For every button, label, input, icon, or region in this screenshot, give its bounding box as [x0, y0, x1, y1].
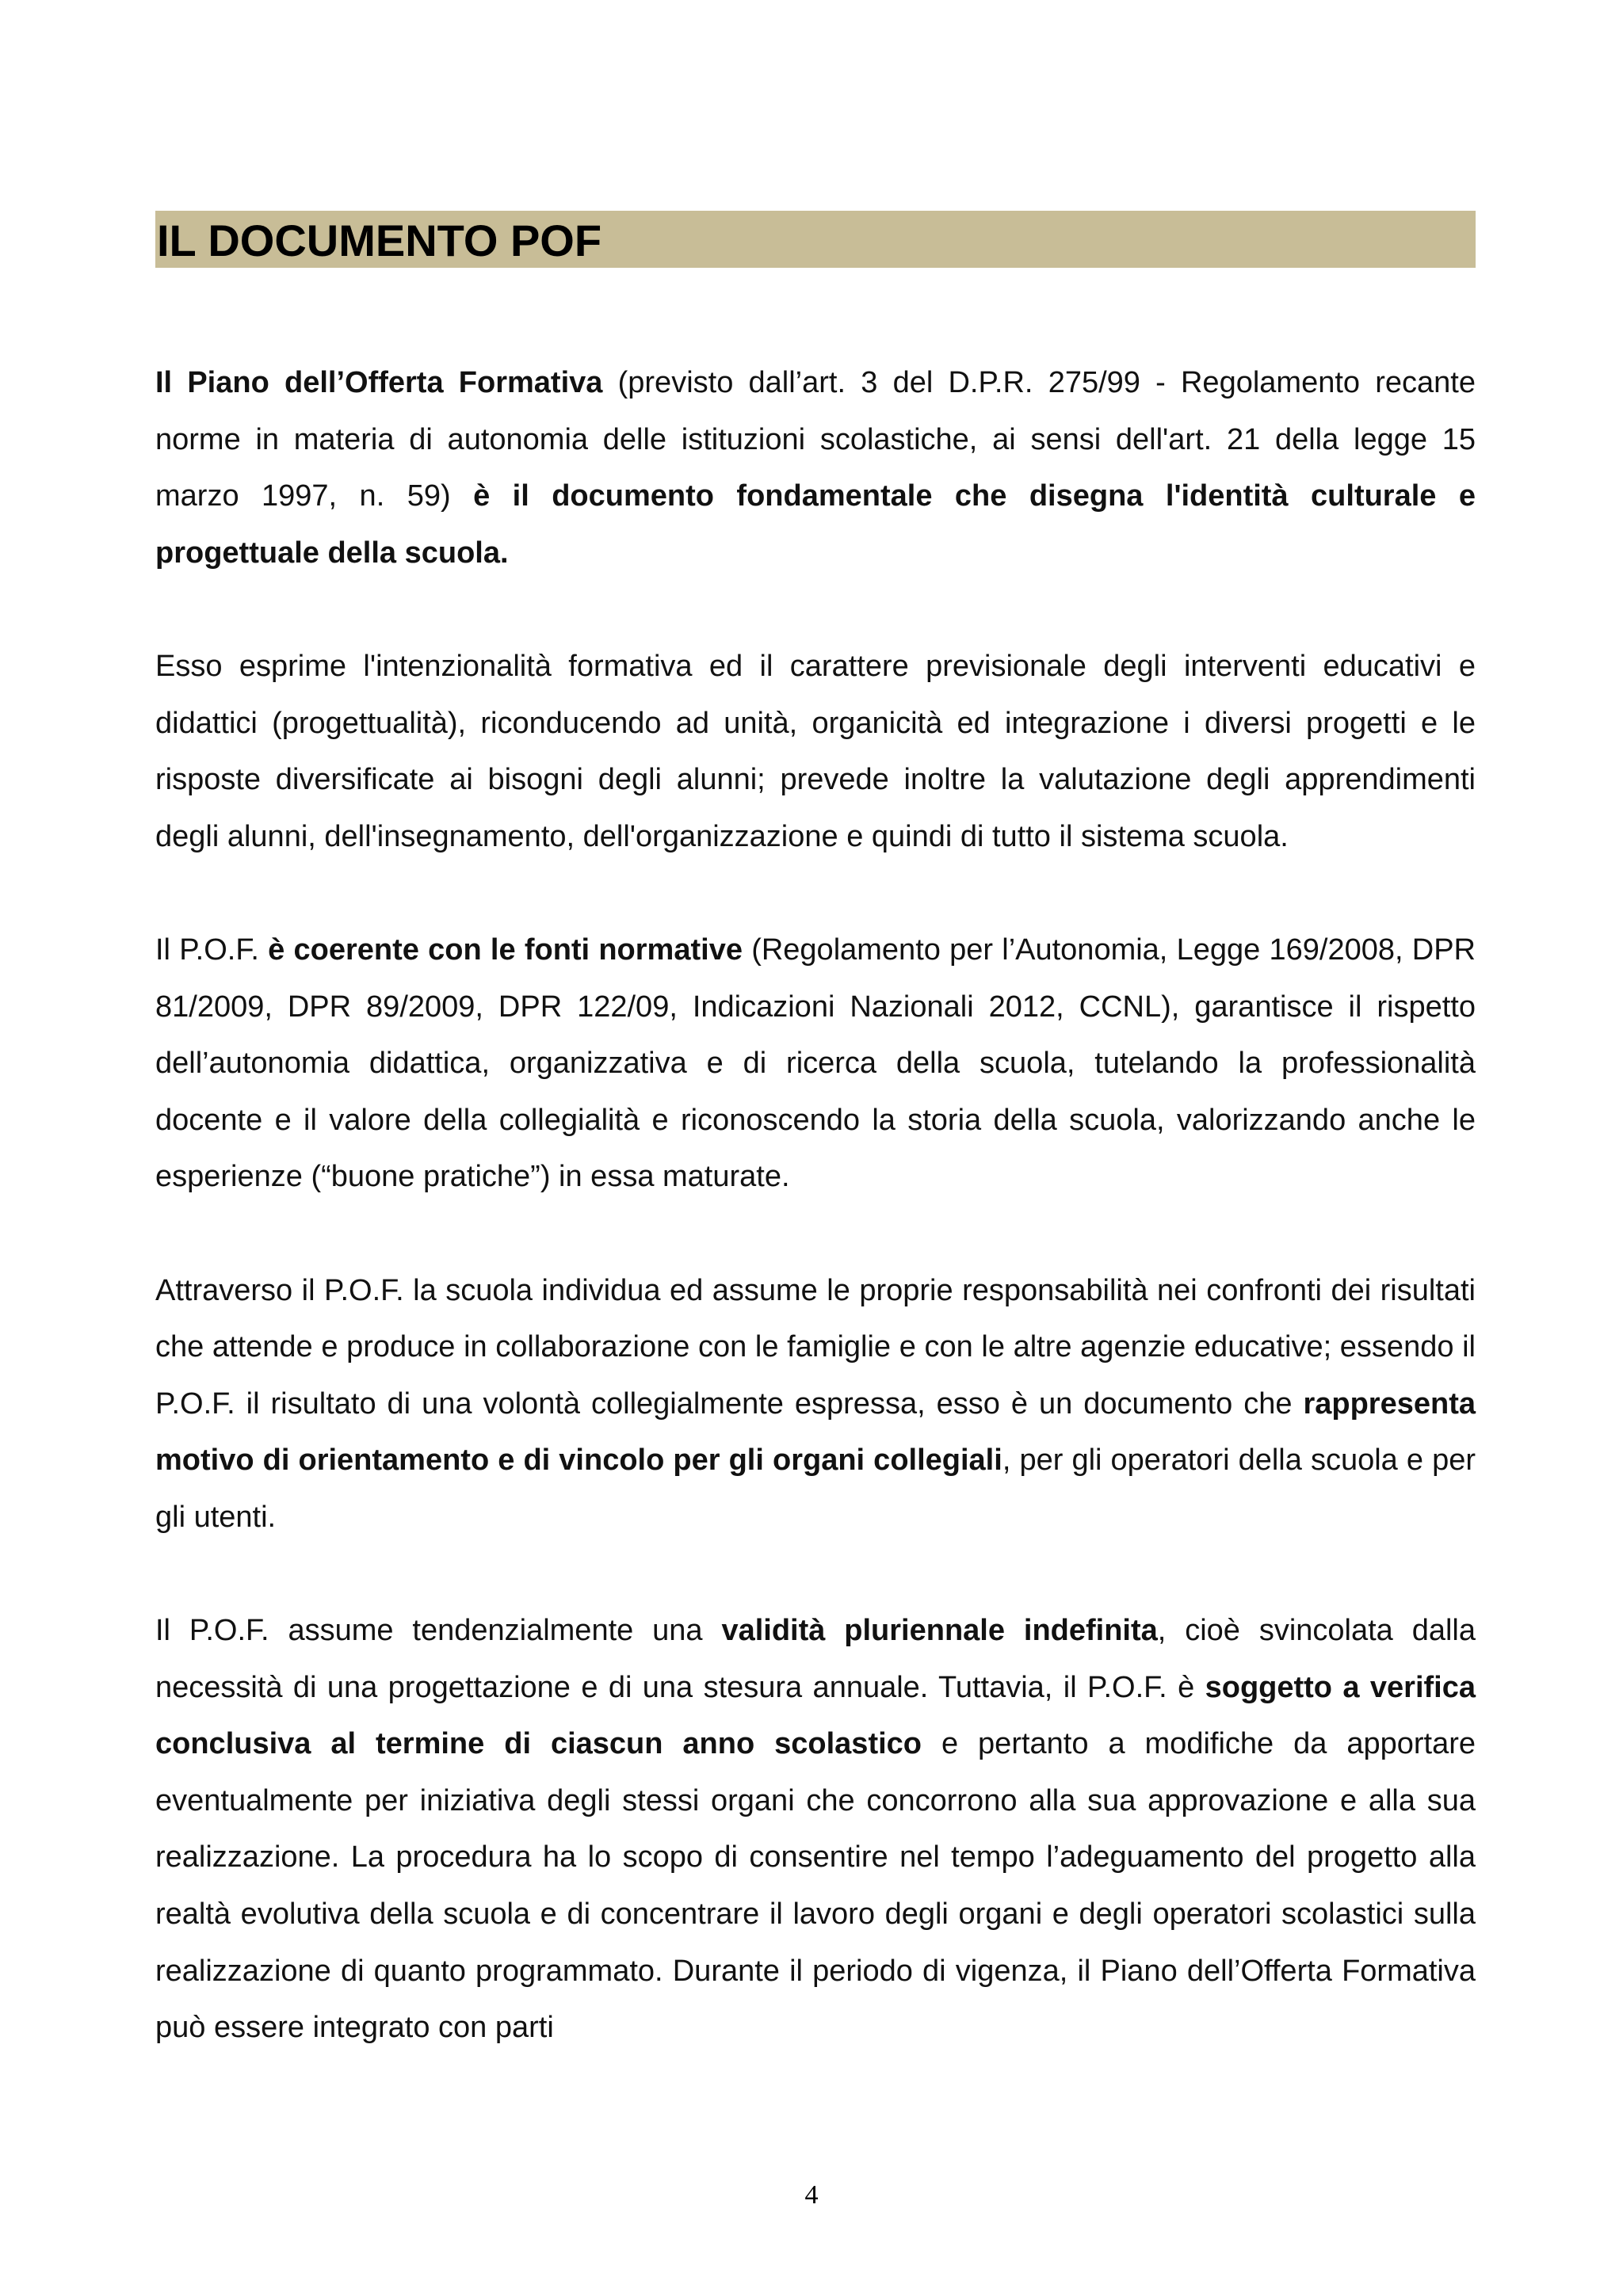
paragraph-4-text-2: , per gli operatori della scuola e per gli utenti. — [155, 1444, 1476, 1534]
paragraph-5-text-3: e pertanto a modifiche da apportare eventualmente per iniziativa degli stessi organi che concorrono alla sua approvazione e alla sua realizzazione. La procedura ha lo scopo di consentire nel tempo l’adeguamento del progetto alla realtà evolutiva della scuola e di concentrare il lavoro degli organi e degli operatori scolastici sulla realizzazione di quanto programmato. Durante il periodo di vigenza, il Piano dell’Offerta Formativa può essere integrato con parti — [155, 1727, 1476, 2045]
body-text — [155, 355, 1476, 2057]
paragraph-5-bold-2: soggetto a verifica conclusiva al termine di ciascun anno scolastico — [155, 1670, 1476, 1761]
paragraph-4-bold-1: rappresenta motivo di orientamento e di vincolo per gli organi collegiali — [155, 1386, 1476, 1478]
section-heading: IL DOCUMENTO POF — [157, 215, 602, 265]
paragraph-5-text-2: , cioè svincolata dalla necessità di una progettazione e di una stesura annuale. Tuttavia, il P.O.F. è — [155, 1614, 1476, 1704]
paragraph-5-bold-1: validità pluriennale indefinita — [721, 1614, 1158, 1648]
paragraph-1 — [155, 355, 1476, 582]
paragraph-5-text-1: Il P.O.F. assume tendenzialmente una — [155, 1614, 722, 1648]
paragraph-3 — [155, 922, 1476, 1206]
paragraph-2-text-1: Esso esprime l'intenzionalità formativa ed il carattere previsionale degli interventi educativi e didattici (progettualità), riconducendo ad unità, organicità ed integrazione i diversi progetti e le risposte diversificate ai bisogni degli alunni; prevede inoltre la valutazione degli apprendimenti degli alunni, dell'insegnamento, dell'organizzazione e quindi di tutto il sistema scuola. — [155, 649, 1476, 853]
paragraph-1-bold-1: Il Piano dell’Offerta Formativa — [155, 366, 603, 399]
paragraph-1-text-1: (previsto dall’art. 3 del D.P.R. 275/99 - Regolamento recante norme in materia di autonomia delle istituzioni scolastiche, ai sensi dell'art. 21 della legge 15 marzo 1997, n. 59) — [155, 366, 1476, 513]
page-number: 4 — [804, 2180, 819, 2210]
paragraph-3-text-1: Il P.O.F. — [155, 933, 269, 967]
paragraph-3-bold-1: è coerente con le fonti normative — [268, 933, 743, 967]
paragraph-3-text-2: (Regolamento per l’Autonomia, Legge 169/2008, DPR 81/2009, DPR 89/2009, DPR 122/09, Indicazioni Nazionali 2012, CCNL), garantisce il rispetto dell’autonomia didattica, organizzativa e di ricerca della scuola, tutelando la professionalità docente e il valore della collegialità e riconoscendo la storia della scuola, valorizzando anche le esperienze (“buone pratiche”) in essa maturate. — [155, 933, 1476, 1194]
paragraph-4 — [155, 1263, 1476, 1547]
paragraph-2 — [155, 639, 1476, 865]
paragraph-1-bold-2: è il documento fondamentale che disegna l'identità culturale e progettuale della scuola. — [155, 479, 1476, 570]
paragraph-4-text-1: Attraverso il P.O.F. la scuola individua ed assume le proprie responsabilità nei confronti dei risultati che attende e produce in collaborazione con le famiglie e con le altre agenzie educative; essendo il P.O.F. il risultato di una volontà collegialmente espressa, esso è un documento che — [155, 1273, 1476, 1421]
paragraph-5 — [155, 1603, 1476, 2057]
